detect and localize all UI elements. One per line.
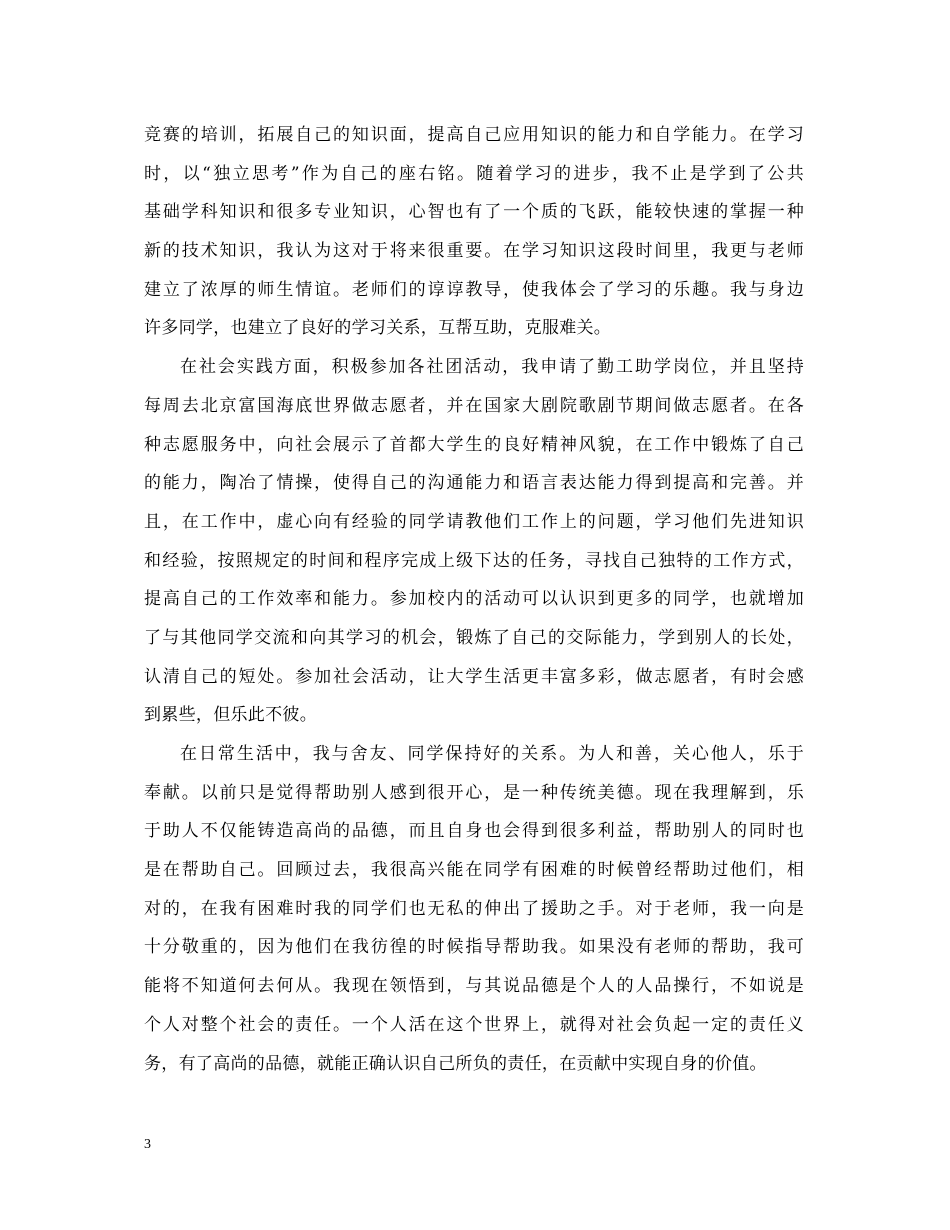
text-line: 到累些，但乐此不彼。 [144, 705, 317, 726]
text-line: 竞赛的培训，拓展自己的知识面，提高自己应用知识的能力和自学能力。在学习 [144, 125, 804, 145]
text-line: 新的技术知识，我认为这对于将来很重要。在学习知识这段时间里，我更与老师 [144, 241, 804, 262]
paragraph [144, 348, 804, 735]
text-line: 基础学科知识和很多专业知识，心智也有了一个质的飞跃，能较快速的掌握一种 [144, 202, 804, 223]
text-line: 提高自己的工作效率和能力。参加校内的活动可以认识到更多的同学，也就增加 [144, 589, 804, 610]
text-line: 于助人不仅能铸造高尚的品德，而且自身也会得到很多利益，帮助别人的同时也 [144, 821, 804, 842]
text-line: 认清自己的短处。参加社会活动，让大学生活更丰富多彩，做志愿者，有时会感 [144, 666, 804, 687]
text-line: 且，在工作中，虚心向有经验的同学请教他们工作上的问题，学习他们先进知识 [144, 511, 804, 532]
paragraph [144, 116, 804, 348]
text-line: 是在帮助自己。回顾过去，我很高兴能在同学有困难的时候曾经帮助过他们，相 [144, 860, 804, 881]
text-line: 时，以“独立思考”作为自己的座右铭。随着学习的进步，我不止是学到了公共 [144, 163, 804, 184]
text-line: 每周去北京富国海底世界做志愿者，并在国家大剧院歌剧节期间做志愿者。在各 [144, 395, 804, 416]
text-line: 种志愿服务中，向社会展示了首都大学生的良好精神风貌，在工作中锻炼了自己 [144, 434, 804, 455]
text-line: 对的，在我有困难时我的同学们也无私的伸出了援助之手。对于老师，我一向是 [144, 898, 804, 919]
text-line: 的能力，陶冶了情操，使得自己的沟通能力和语言表达能力得到提高和完善。并 [144, 473, 804, 494]
text-line: 许多同学，也建立了良好的学习关系，互帮互助，克服难关。 [144, 318, 612, 339]
text-line: 在社会实践方面，积极参加各社团活动，我申请了勤工助学岗位，并且坚持 [180, 357, 804, 378]
paragraph [144, 735, 804, 1083]
text-line: 十分敬重的，因为他们在我彷徨的时候指导帮助我。如果没有老师的帮助，我可 [144, 937, 804, 958]
text-line: 在日常生活中，我与舍友、同学保持好的关系。为人和善，关心他人，乐于 [180, 744, 804, 764]
text-line: 能将不知道何去何从。我现在领悟到，与其说品德是个人的人品操行，不如说是 [144, 976, 804, 997]
page-number: 3 [144, 1137, 151, 1152]
text-line: 了与其他同学交流和向其学习的机会，锻炼了自己的交际能力，学到别人的长处， [144, 627, 804, 648]
text-line: 建立了浓厚的师生情谊。老师们的谆谆教导，使我体会了学习的乐趣。我与身边 [144, 279, 804, 300]
text-line: 和经验，按照规定的时间和程序完成上级下达的任务，寻找自己独特的工作方式， [144, 550, 804, 571]
document-body [144, 116, 804, 1083]
text-line: 务，有了高尚的品德，就能正确认识自己所负的责任，在贡献中实现自身的价值。 [144, 1053, 767, 1074]
text-line: 奉献。以前只是觉得帮助别人感到很开心，是一种传统美德。现在我理解到，乐 [144, 782, 804, 803]
text-line: 个人对整个社会的责任。一个人活在这个世界上，就得对社会负起一定的责任义 [144, 1014, 804, 1035]
